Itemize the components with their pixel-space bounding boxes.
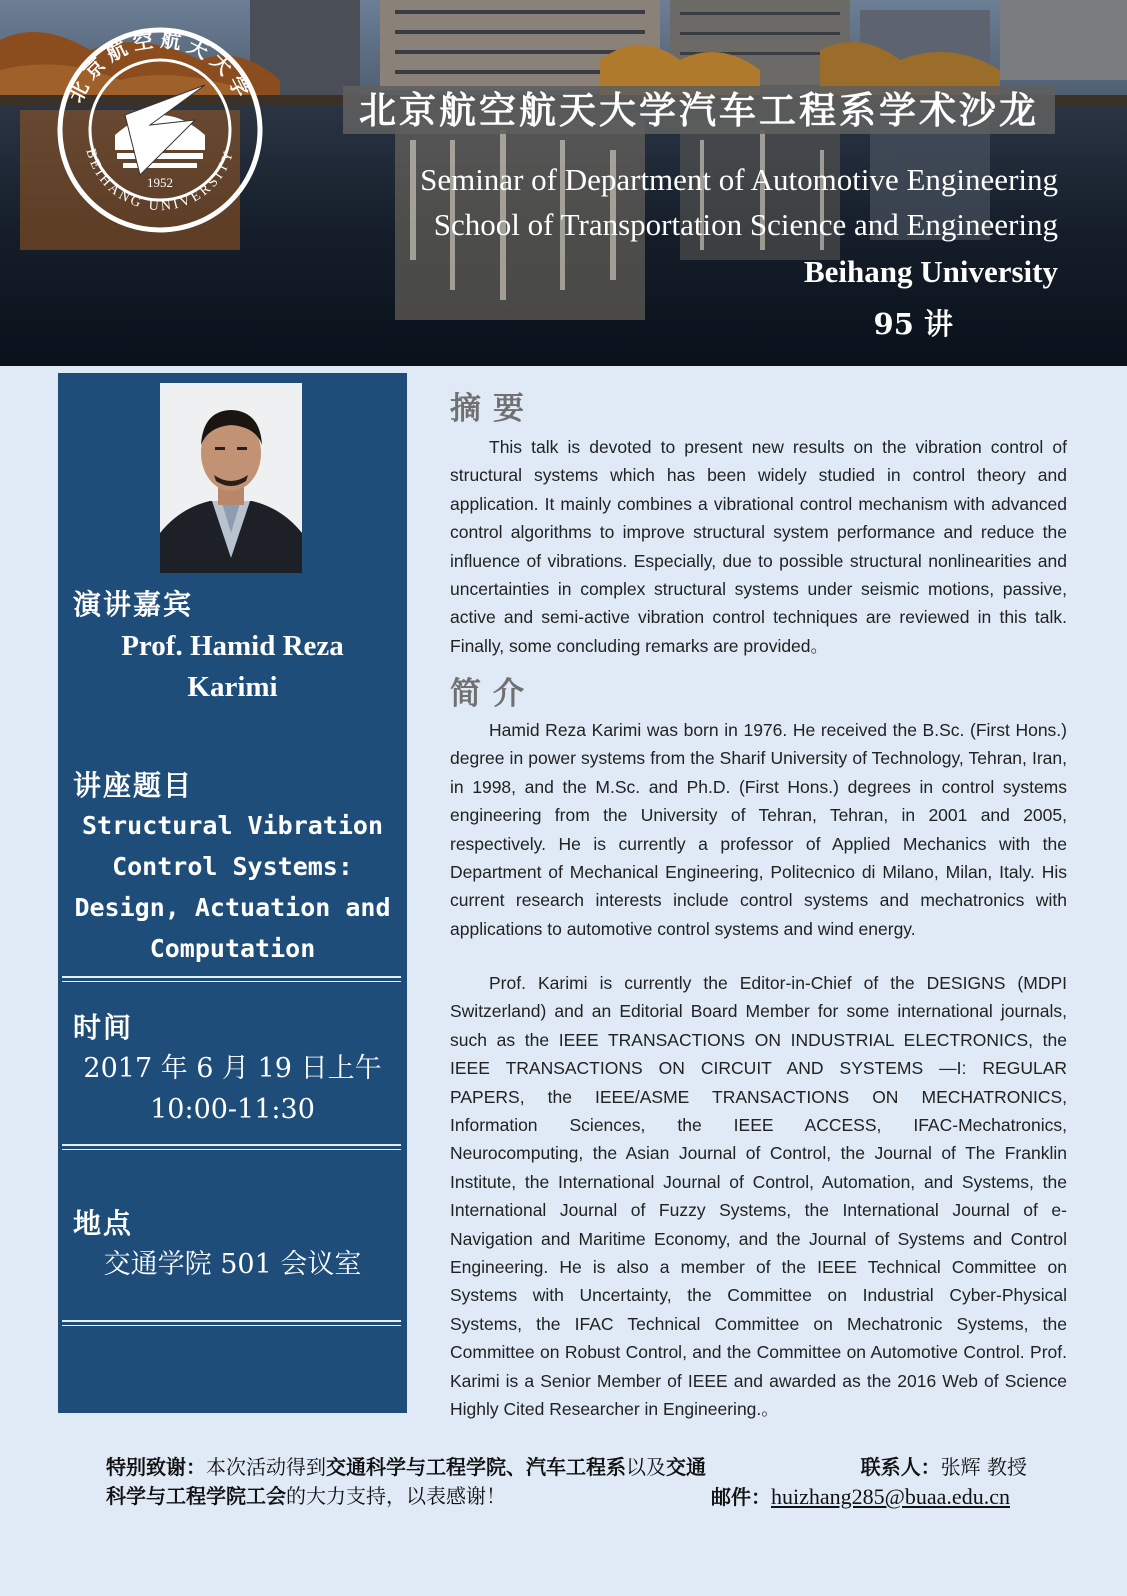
speaker-name-line2: Karimi <box>187 671 278 703</box>
logo-text-en: BEIHANG UNIVERSITY <box>82 147 238 215</box>
talk-title-line1: Structural Vibration <box>81 811 384 840</box>
divider <box>62 976 401 978</box>
abstract-heading: 摘要 <box>450 391 536 427</box>
thanks-text-3: 的大力支持，以表感谢！ <box>286 1484 506 1508</box>
talk-title-heading: 讲座题目 <box>73 769 194 802</box>
seminar-title-cn: 北京航空航天大学汽车工程系学术沙龙 <box>343 86 1055 134</box>
thanks-label: 特别致谢： <box>106 1455 206 1479</box>
event-location: 交通学院 501 会议室 <box>103 1249 362 1280</box>
speaker-name-line1: Prof. Hamid Reza <box>121 630 344 662</box>
seminar-title-en: Seminar of Department of Automotive Engineering <box>420 162 1058 197</box>
svg-text:北京航空航天大学 <box>63 27 257 106</box>
talk-title-line2: Control Systems: <box>112 852 353 881</box>
speaker-photo <box>160 383 302 573</box>
divider <box>62 1144 401 1146</box>
divider <box>62 1320 401 1322</box>
header-banner <box>0 0 1127 366</box>
bio-paragraph-1 <box>450 716 1067 943</box>
logo-text-cn: 北京航空航天大学 <box>63 27 257 107</box>
university-name: Beihang University <box>803 254 1058 289</box>
bio-body-2: Prof. Karimi is currently the Editor-in-Chief of the DESIGNS (MDPI Switzerland) and an Editorial Board Member for some international journals, such as the IEEE TRANSACTIONS ON INDUSTRIAL ELECTRONICS, the IEEE TRANSACTIONS ON CIRCUIT AND SYSTEMS —I: REGULAR PAPERS, the IEEE/ASME TRANSACTIONS ON MECHATRONICS, Information Sciences, the IEEE ACCESS, IFAC-Mechatronics, Neurocomputing, the Asian Journal of Control, the Journal of The Franklin Institute, the International Journal of Control, Automation, and Systems, the International Journal of Fuzzy Systems, the International Journal of e-Navigation and Maritime Economy, and the Journal of Systems and Control Engineering. He is also a member of the IEEE Technical Committee on Systems with Uncertainty, the Committee on Industrial Cyber-Physical Systems, the IFAC Technical Committee on Mechatronic Systems, the Committee on Robust Control, and the Committee on Automotive Control. Prof. Karimi is a Senior Member of IEEE and awarded as the 2016 Web of Science Highly Cited Researcher in Engineering.。 <box>450 973 1067 1420</box>
bio-heading: 简介 <box>450 676 536 712</box>
abstract-body: This talk is devoted to present new results on the vibration control of structural systems which has been widely studied in control theory and application. It mainly combines a vibrational control mechanism with advanced control algorithms to improve structural system performance and reduce the influence of vibrations. Especially, due to possible structural nonlinearities and uncertainties in complex structural systems under seismic motions, passive, active and semi-active vibration control techniques are reviewed in this talk. Finally, some concluding remarks are provided。 <box>450 437 1067 656</box>
thanks-org-2: 交通科学与工程学院工会 <box>106 1455 706 1508</box>
talk-title-line4: Computation <box>149 934 316 963</box>
speaker-heading: 演讲嘉宾 <box>73 588 194 621</box>
thanks-text-2: 以及 <box>626 1455 666 1479</box>
contact-person-row <box>711 1453 1031 1482</box>
event-hours: 10:00-11:30 <box>150 1094 315 1125</box>
acknowledgement <box>106 1453 706 1511</box>
talk-title-line3: Design, Actuation and <box>74 893 391 922</box>
contact-info <box>711 1453 1031 1512</box>
thanks-org-1: 交通科学与工程学院、汽车工程系 <box>326 1455 626 1479</box>
abstract-text <box>450 433 1067 660</box>
info-panel <box>58 373 407 1413</box>
logo-year: 1952 <box>147 175 173 190</box>
thanks-text-1: 本次活动得到 <box>206 1455 326 1479</box>
bio-paragraph-2 <box>450 969 1067 1424</box>
email-label: 邮件： <box>711 1485 771 1509</box>
lecture-number: 95 讲 <box>873 307 953 341</box>
school-name: School of Transportation Science and Engineering <box>433 207 1058 242</box>
contact-name: 张辉 教授 <box>940 1455 1027 1479</box>
contact-label: 联系人： <box>860 1455 941 1479</box>
time-heading: 时间 <box>73 1011 134 1044</box>
contact-email-row <box>711 1482 1031 1512</box>
event-date: 2017 年 6 月 19 日上午 <box>83 1053 382 1084</box>
email-link[interactable]: huizhang285@buaa.edu.cn <box>771 1484 1010 1509</box>
university-logo <box>55 25 265 235</box>
location-heading: 地点 <box>73 1207 134 1240</box>
bio-body-1: Hamid Reza Karimi was born in 1976. He received the B.Sc. (First Hons.) degree in power systems from the Sharif University of Technology, Tehran, Iran, in 1998, and the M.Sc. and Ph.D. (First Hons.) degrees in control systems engineering from the University of Tehran, Tehran, in 2001 and 2005, respectively. He is currently a professor of Applied Mechanics with the Department of Mechanical Engineering, Politecnico di Milano, Milan, Italy. His current research interests include control systems and mechatronics with applications to automotive control systems and wind energy. <box>450 720 1067 939</box>
